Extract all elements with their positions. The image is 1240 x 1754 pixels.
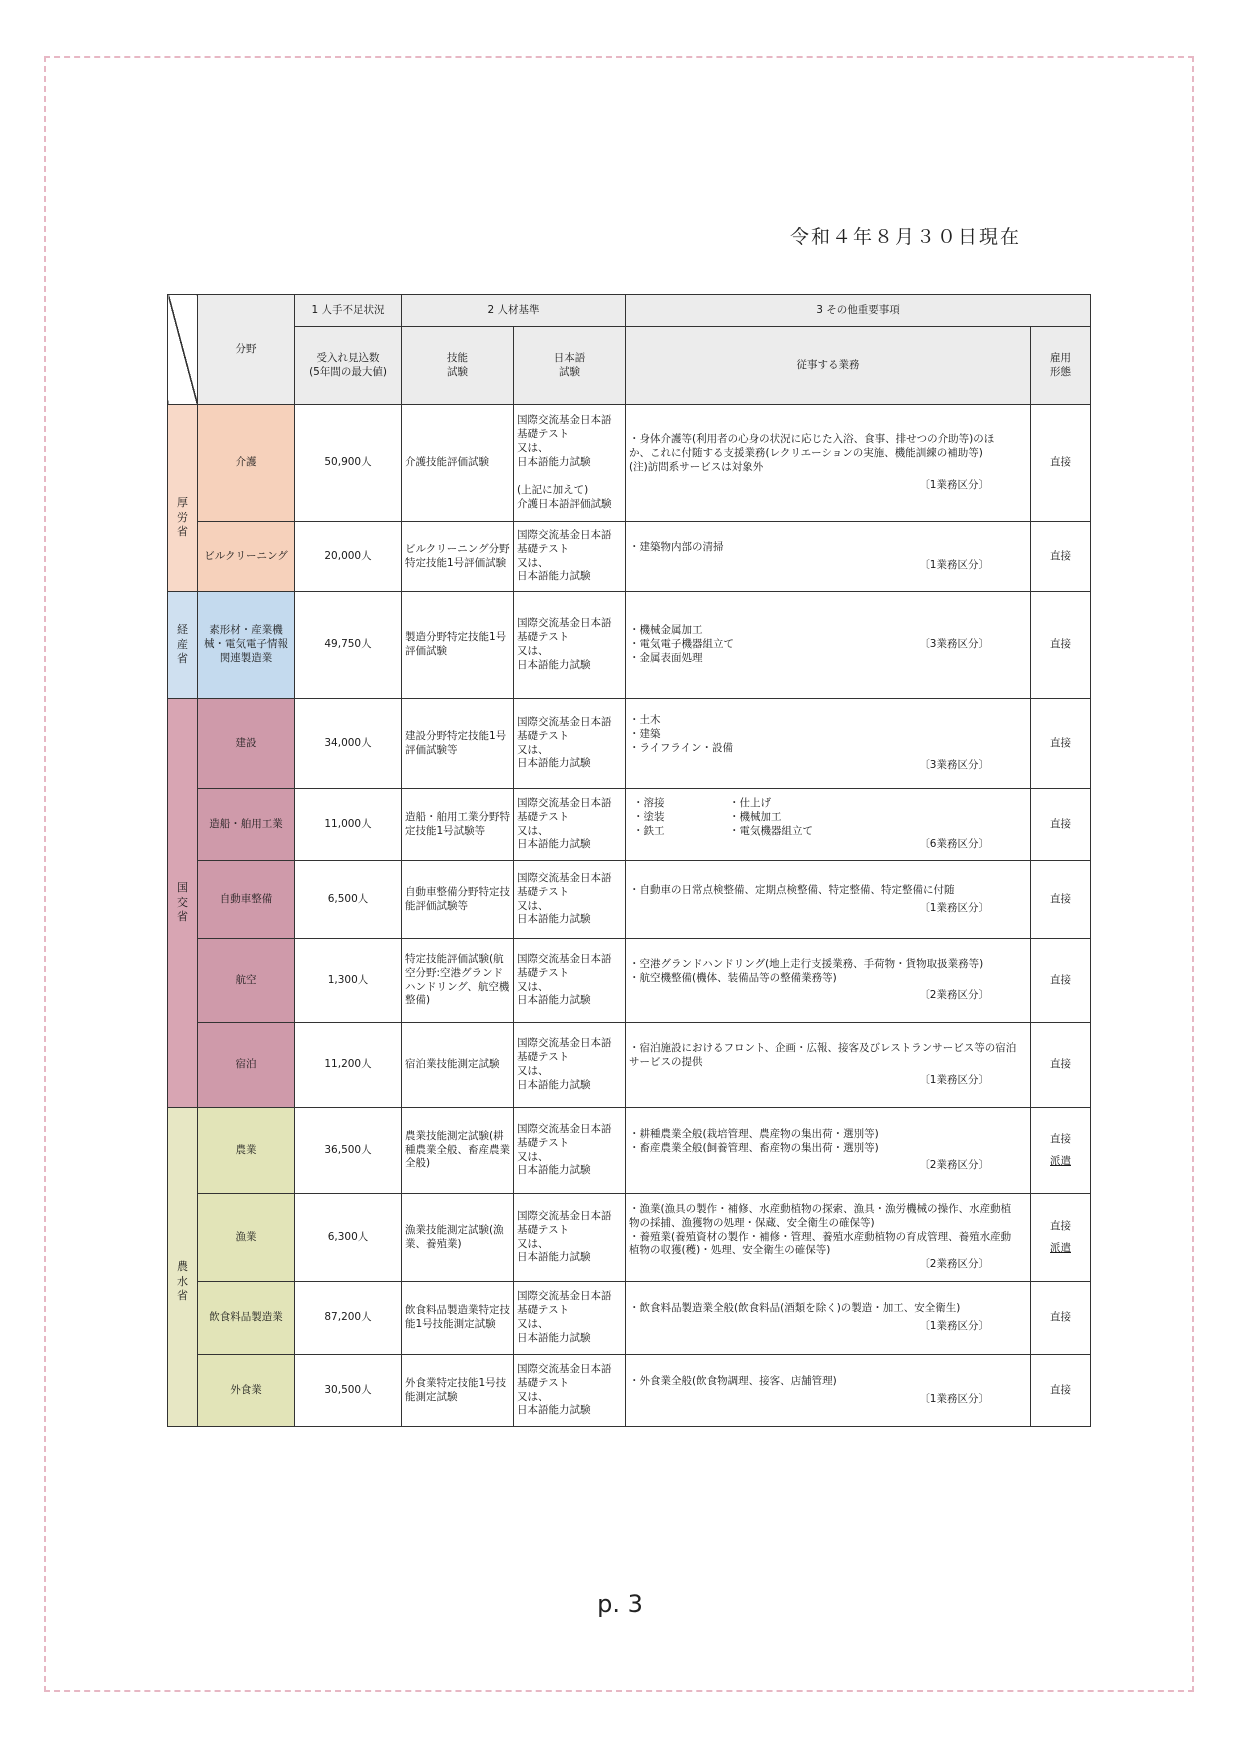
- jp-test: 国際交流基金日本語 基礎テスト 又は、 日本語能力試験: [514, 1355, 626, 1427]
- field-name: 自動車整備: [198, 861, 295, 939]
- jp-test: 国際交流基金日本語 基礎テスト 又は、 日本語能力試験: [514, 592, 626, 699]
- field-name: 素形材・産業機械・電気電子情報関連製造業: [198, 592, 295, 699]
- skill-test: 建設分野特定技能1号評価試験等: [402, 699, 514, 789]
- accept-count: 87,200人: [295, 1282, 402, 1355]
- employment-type: 直接 派遣: [1031, 1108, 1091, 1194]
- employment-type: 直接: [1031, 1023, 1091, 1108]
- employment-type: 直接: [1031, 522, 1091, 592]
- field-name: 宿泊: [198, 1023, 295, 1108]
- employment-type: 直接: [1031, 789, 1091, 861]
- duties: ・建築物内部の清掃 〔1業務区分〕: [626, 522, 1031, 592]
- field-name: 漁業: [198, 1194, 295, 1282]
- table-row: [168, 405, 1091, 522]
- table-row: [168, 1282, 1091, 1355]
- duties: ・空港グランドハンドリング(地上走行支援業務、手荷物・貨物取扱業務等) ・航空機整備(機体、装備品等の整備業務等) 〔2業務区分〕: [626, 939, 1031, 1023]
- section2-header: 2 人材基準: [402, 295, 626, 327]
- table-row: [168, 789, 1091, 861]
- duties-header: 従事する業務: [626, 327, 1031, 405]
- jp-test: 国際交流基金日本語 基礎テスト 又は、 日本語能力試験: [514, 939, 626, 1023]
- field-name: 農業: [198, 1108, 295, 1194]
- duties: ・自動車の日常点検整備、定期点検整備、特定整備、特定整備に付随 〔1業務区分〕: [626, 861, 1031, 939]
- table-row: [168, 939, 1091, 1023]
- as-of-date: 令和４年８月３０日現在: [790, 226, 1022, 248]
- employment-type: 直接 派遣: [1031, 1194, 1091, 1282]
- field-name: 外食業: [198, 1355, 295, 1427]
- skill-test: 宿泊業技能測定試験: [402, 1023, 514, 1108]
- employment-type: 直接: [1031, 699, 1091, 789]
- table-row: [168, 1194, 1091, 1282]
- employment-type: 直接: [1031, 939, 1091, 1023]
- field-name: 建設: [198, 699, 295, 789]
- accept-count: 6,500人: [295, 861, 402, 939]
- section3-header: 3 その他重要事項: [626, 295, 1091, 327]
- skill-test: 外食業特定技能1号技能測定試験: [402, 1355, 514, 1427]
- duties: ・漁業(漁具の製作・補修、水産動植物の探索、漁具・漁労機械の操作、水産動植 物の採捕、漁獲物の処理・保蔵、安全衛生の確保等) ・養殖業(養殖資材の製作・補修・管理、養殖水産動植物の育成管理、養殖水産動 植物の収獲(穫)・処理、安全衛生の確保等) 〔2業務区分〕: [626, 1194, 1031, 1282]
- employment-header: 雇用 形態: [1031, 327, 1091, 405]
- jp-test-header: 日本語 試験: [514, 327, 626, 405]
- skill-test: 飲食料品製造業特定技能1号技能測定試験: [402, 1282, 514, 1355]
- accept-count: 20,000人: [295, 522, 402, 592]
- duties: ・土木 ・建築 ・ライフライン・設備 〔3業務区分〕: [626, 699, 1031, 789]
- jp-test: 国際交流基金日本語 基礎テスト 又は、 日本語能力試験: [514, 861, 626, 939]
- accept-count: 50,900人: [295, 405, 402, 522]
- jp-test: 国際交流基金日本語 基礎テスト 又は、 日本語能力試験: [514, 1282, 626, 1355]
- skill-test: 漁業技能測定試験(漁業、養殖業): [402, 1194, 514, 1282]
- skill-test: 製造分野特定技能1号評価試験: [402, 592, 514, 699]
- field-header: 分野: [198, 295, 295, 405]
- employment-type: 直接: [1031, 1355, 1091, 1427]
- accept-header: 受入れ見込数 (5年間の最大値): [295, 327, 402, 405]
- table-row: [168, 1023, 1091, 1108]
- duties: ・身体介護等(利用者の心身の状況に応じた入浴、食事、排せつの介助等)のほ か、これに付随する支援業務(レクリエーションの実施、機能訓練の補助等) (注)訪問系サービスは対象外 〔1業務区分〕: [626, 405, 1031, 522]
- field-name: 造船・舶用工業: [198, 789, 295, 861]
- specified-skills-table: [167, 294, 1091, 1427]
- table-row: [168, 592, 1091, 699]
- accept-count: 6,300人: [295, 1194, 402, 1282]
- skill-test: 自動車整備分野特定技能評価試験等: [402, 861, 514, 939]
- employment-type: 直接: [1031, 405, 1091, 522]
- jp-test: 国際交流基金日本語 基礎テスト 又は、 日本語能力試験: [514, 522, 626, 592]
- ministry-maff: 農 水 省: [168, 1108, 198, 1427]
- page-number: p. 3: [597, 1590, 643, 1618]
- duties: ・外食業全般(飲食物調理、接客、店舗管理) 〔1業務区分〕: [626, 1355, 1031, 1427]
- accept-count: 30,500人: [295, 1355, 402, 1427]
- skill-test: 農業技能測定試験(耕種農業全般、畜産農業全般): [402, 1108, 514, 1194]
- skill-test: 造船・舶用工業分野特定技能1号試験等: [402, 789, 514, 861]
- jp-test: 国際交流基金日本語 基礎テスト 又は、 日本語能力試験: [514, 1108, 626, 1194]
- jp-test: 国際交流基金日本語 基礎テスト 又は、 日本語能力試験 (上記に加えて) 介護日本語評価試験: [514, 405, 626, 522]
- field-name: 介護: [198, 405, 295, 522]
- accept-count: 36,500人: [295, 1108, 402, 1194]
- employment-type: 直接: [1031, 592, 1091, 699]
- accept-count: 1,300人: [295, 939, 402, 1023]
- field-name: 航空: [198, 939, 295, 1023]
- jp-test: 国際交流基金日本語 基礎テスト 又は、 日本語能力試験: [514, 699, 626, 789]
- duties: ・溶接 ・塗装 ・鉄工 ・仕上げ ・機械加工 ・電気機器組立て 〔6業務区分〕: [626, 789, 1031, 861]
- field-name: ビルクリーニング: [198, 522, 295, 592]
- skill-test: ビルクリーニング分野特定技能1号評価試験: [402, 522, 514, 592]
- accept-count: 11,200人: [295, 1023, 402, 1108]
- employment-type: 直接: [1031, 1282, 1091, 1355]
- accept-count: 11,000人: [295, 789, 402, 861]
- skill-test: 特定技能評価試験(航空分野:空港グランドハンドリング、航空機整備): [402, 939, 514, 1023]
- skill-test: 介護技能評価試験: [402, 405, 514, 522]
- duties: ・耕種農業全般(栽培管理、農産物の集出荷・選別等) ・畜産農業全般(飼養管理、畜産物の集出荷・選別等) 〔2業務区分〕: [626, 1108, 1031, 1194]
- ministry-mhlw: 厚 労 省: [168, 405, 198, 592]
- diagonal-corner-cell: [168, 295, 198, 405]
- section1-header: 1 人手不足状況: [295, 295, 402, 327]
- field-name: 飲食料品製造業: [198, 1282, 295, 1355]
- table-row: [168, 699, 1091, 789]
- duties: ・飲食料品製造業全般(飲食料品(酒類を除く)の製造・加工、安全衛生) 〔1業務区分〕: [626, 1282, 1031, 1355]
- jp-test: 国際交流基金日本語 基礎テスト 又は、 日本語能力試験: [514, 1194, 626, 1282]
- accept-count: 49,750人: [295, 592, 402, 699]
- duties: ・機械金属加工 ・電気電子機器組立て ・金属表面処理 〔3業務区分〕: [626, 592, 1031, 699]
- duties: ・宿泊施設におけるフロント、企画・広報、接客及びレストランサービス等の宿泊 サービスの提供 〔1業務区分〕: [626, 1023, 1031, 1108]
- accept-count: 34,000人: [295, 699, 402, 789]
- table-row: [168, 522, 1091, 592]
- ministry-meti: 経 産 省: [168, 592, 198, 699]
- jp-test: 国際交流基金日本語 基礎テスト 又は、 日本語能力試験: [514, 1023, 626, 1108]
- table-row: [168, 861, 1091, 939]
- employment-type: 直接: [1031, 861, 1091, 939]
- jp-test: 国際交流基金日本語 基礎テスト 又は、 日本語能力試験: [514, 789, 626, 861]
- skill-test-header: 技能 試験: [402, 327, 514, 405]
- ministry-mlit: 国 交 省: [168, 699, 198, 1108]
- table-row: [168, 1355, 1091, 1427]
- table-row: [168, 1108, 1091, 1194]
